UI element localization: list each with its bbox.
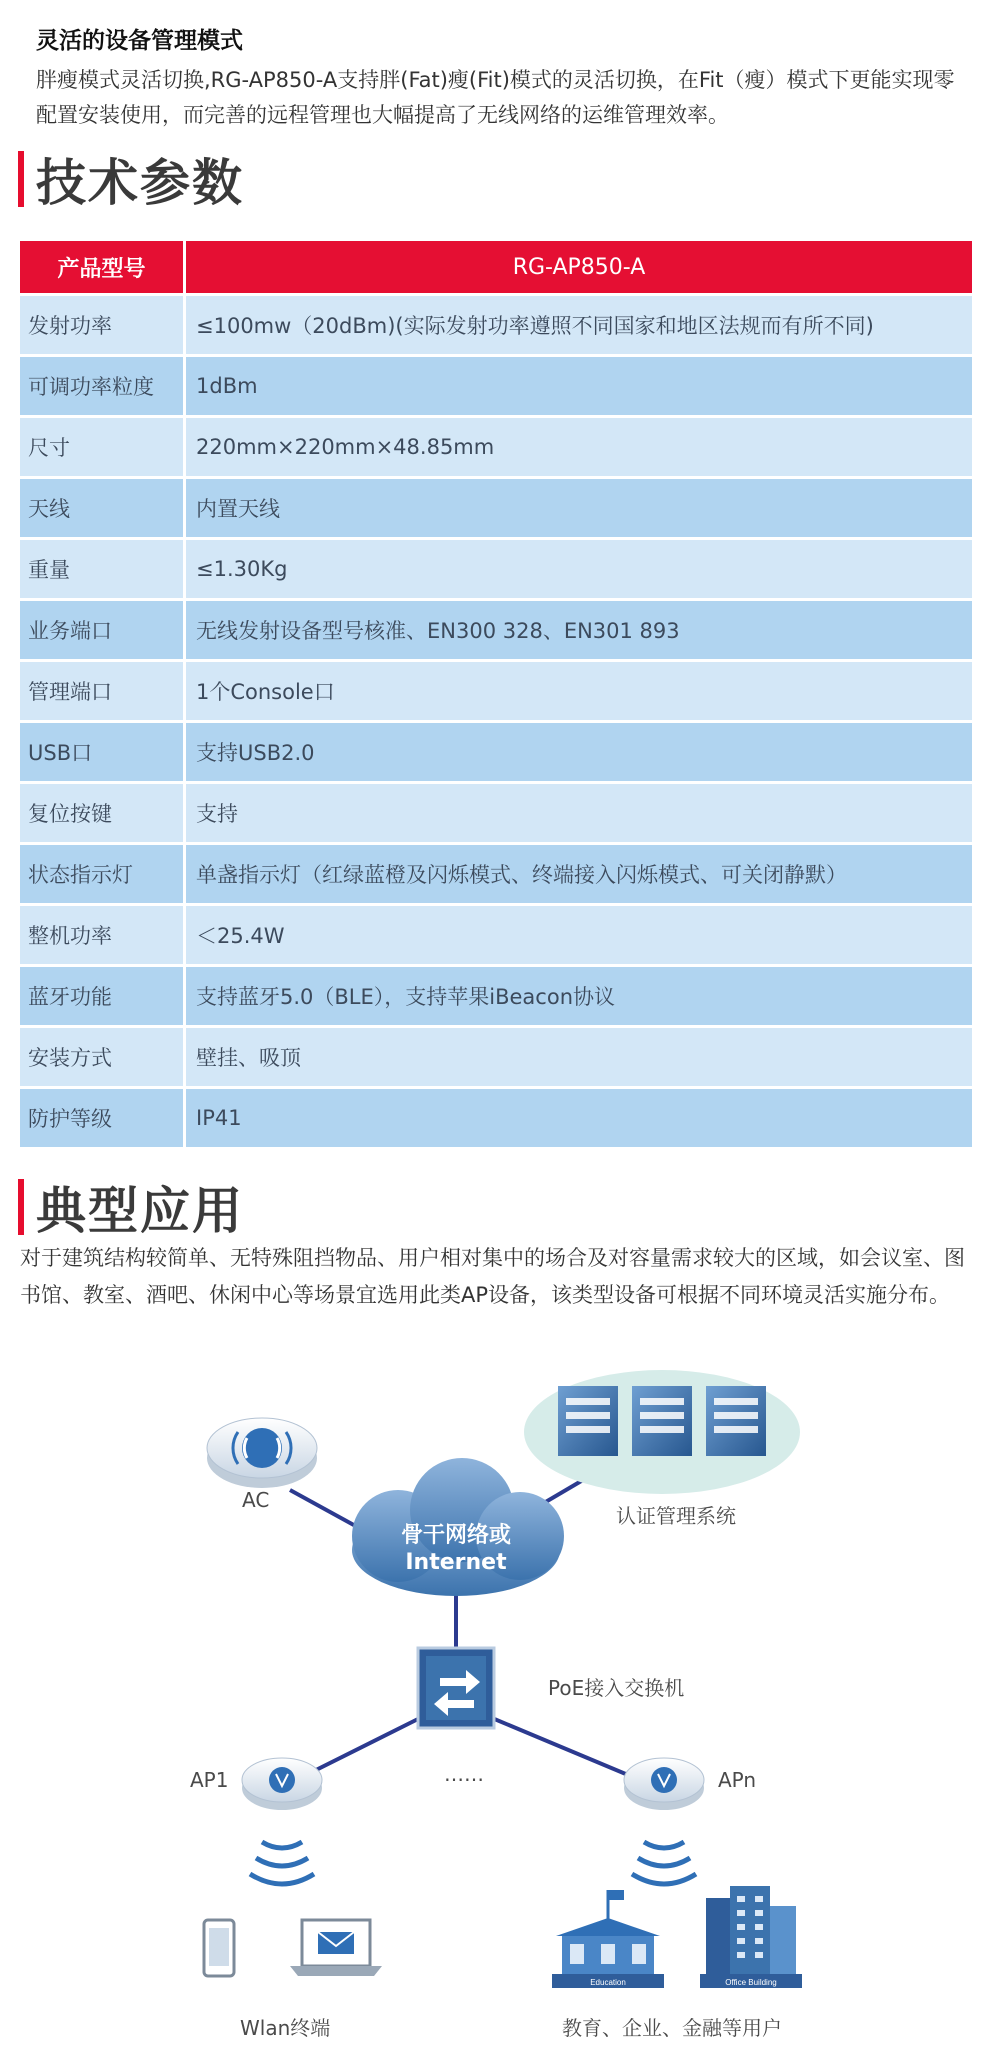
- office-building-icon: [700, 1886, 802, 1988]
- spec-section-title: [18, 150, 244, 212]
- auth-system-label: 认证管理系统: [616, 1504, 736, 1528]
- education-sign: Education: [590, 1978, 626, 1987]
- table-row: [20, 967, 972, 1025]
- table-row: [20, 357, 972, 415]
- wifi-waves-icon: [250, 1842, 314, 1884]
- spec-key: 可调功率粒度: [20, 357, 186, 415]
- table-row: [20, 601, 972, 659]
- ac-label: AC: [242, 1488, 270, 1512]
- title-accent-bar: [18, 1179, 24, 1235]
- spec-key: 蓝牙功能: [20, 967, 186, 1025]
- cloud-label: [386, 1522, 526, 1576]
- table-row: [20, 906, 972, 964]
- cloud-label-line1: 骨干网络或: [400, 1523, 511, 1548]
- spec-key: 业务端口: [20, 601, 186, 659]
- spec-value: 支持蓝牙5.0（BLE），支持苹果iBeacon协议: [186, 967, 972, 1025]
- spec-key: 安装方式: [20, 1028, 186, 1086]
- link-switch-apn: [492, 1718, 640, 1780]
- table-row: [20, 418, 972, 476]
- table-row: [20, 296, 972, 354]
- spec-title-text: 技术参数: [36, 154, 244, 212]
- app-title-text: 典型应用: [36, 1182, 244, 1240]
- spec-value: 无线发射设备型号核准、EN300 328、EN301 893: [186, 601, 972, 659]
- wlan-terminal-label: Wlan终端: [240, 2016, 331, 2040]
- spec-value: 1个Console口: [186, 662, 972, 720]
- table-row: [20, 662, 972, 720]
- table-row: [20, 845, 972, 903]
- table-row: [20, 1028, 972, 1086]
- spec-value: ＜25.4W: [186, 906, 972, 964]
- education-building-icon: [552, 1890, 664, 1988]
- apn-label: APn: [718, 1768, 757, 1792]
- table-row: [20, 540, 972, 598]
- spec-value: 1dBm: [186, 357, 972, 415]
- cloud-label-line2: Internet: [405, 1550, 507, 1575]
- ap1-icon: [242, 1758, 322, 1810]
- spec-key: 重量: [20, 540, 186, 598]
- spec-value: 支持: [186, 784, 972, 842]
- table-row: [20, 784, 972, 842]
- table-row: [20, 723, 972, 781]
- table-row: [20, 1089, 972, 1147]
- spec-header-row: [20, 241, 972, 293]
- phone-icon: [204, 1920, 234, 1976]
- spec-value: 壁挂、吸顶: [186, 1028, 972, 1086]
- users-label: 教育、企业、金融等用户: [562, 2016, 782, 2040]
- ac-controller-icon: [207, 1418, 317, 1488]
- spec-key: 复位按键: [20, 784, 186, 842]
- server-icon: [632, 1386, 692, 1456]
- spec-header-key: 产品型号: [20, 241, 186, 293]
- server-icon: [558, 1386, 618, 1456]
- spec-key: 防护等级: [20, 1089, 186, 1147]
- spec-key: 状态指示灯: [20, 845, 186, 903]
- poe-switch-icon: [418, 1648, 494, 1728]
- office-sign: Office Building: [725, 1978, 777, 1987]
- intro-heading: 灵活的设备管理模式: [36, 28, 243, 54]
- spec-key: 尺寸: [20, 418, 186, 476]
- spec-value: 220mm×220mm×48.85mm: [186, 418, 972, 476]
- app-description: 对于建筑结构较简单、无特殊阻挡物品、用户相对集中的场合及对容量需求较大的区域，如会议室、图书馆、教室、酒吧、休闲中心等场景宜选用此类AP设备，该类型设备可根据不同环境灵活实施分布。: [20, 1246, 965, 1307]
- spec-value: ≤100mw（20dBm)(实际发射功率遵照不同国家和地区法规而有所不同): [186, 296, 972, 354]
- spec-value: 内置天线: [186, 479, 972, 537]
- app-section-title: [18, 1178, 244, 1240]
- spec-key: 天线: [20, 479, 186, 537]
- switch-label: PoE接入交换机: [548, 1676, 685, 1700]
- spec-table: [20, 238, 972, 1150]
- spec-value: ≤1.30Kg: [186, 540, 972, 598]
- topology-svg: [0, 1350, 990, 2058]
- spec-value: IP41: [186, 1089, 972, 1147]
- spec-header-value: RG-AP850-A: [186, 241, 972, 293]
- laptop-icon: [290, 1920, 382, 1976]
- spec-value: 支持USB2.0: [186, 723, 972, 781]
- apn-icon: [624, 1758, 704, 1810]
- link-switch-ap1: [300, 1718, 420, 1778]
- spec-key: 整机功率: [20, 906, 186, 964]
- auth-system-servers-icon: [524, 1370, 800, 1494]
- table-row: [20, 479, 972, 537]
- spec-value: 单盏指示灯（红绿蓝橙及闪烁模式、终端接入闪烁模式、可关闭静默）: [186, 845, 972, 903]
- wifi-waves-icon: [632, 1842, 696, 1884]
- title-accent-bar: [18, 151, 24, 207]
- ap1-label: AP1: [190, 1768, 229, 1792]
- server-icon: [706, 1386, 766, 1456]
- spec-key: 发射功率: [20, 296, 186, 354]
- spec-key: 管理端口: [20, 662, 186, 720]
- intro-block: [36, 22, 966, 133]
- intro-body: 胖瘦模式灵活切换,RG-AP850-A支持胖(Fat)瘦(Fit)模式的灵活切换，在Fit（瘦）模式下更能实现零配置安装使用，而完善的远程管理也大幅提高了无线网络的运维管理效率。: [36, 68, 955, 127]
- spec-key: USB口: [20, 723, 186, 781]
- ellipsis-label: ……: [444, 1762, 484, 1786]
- network-topology-diagram: [0, 1350, 990, 2058]
